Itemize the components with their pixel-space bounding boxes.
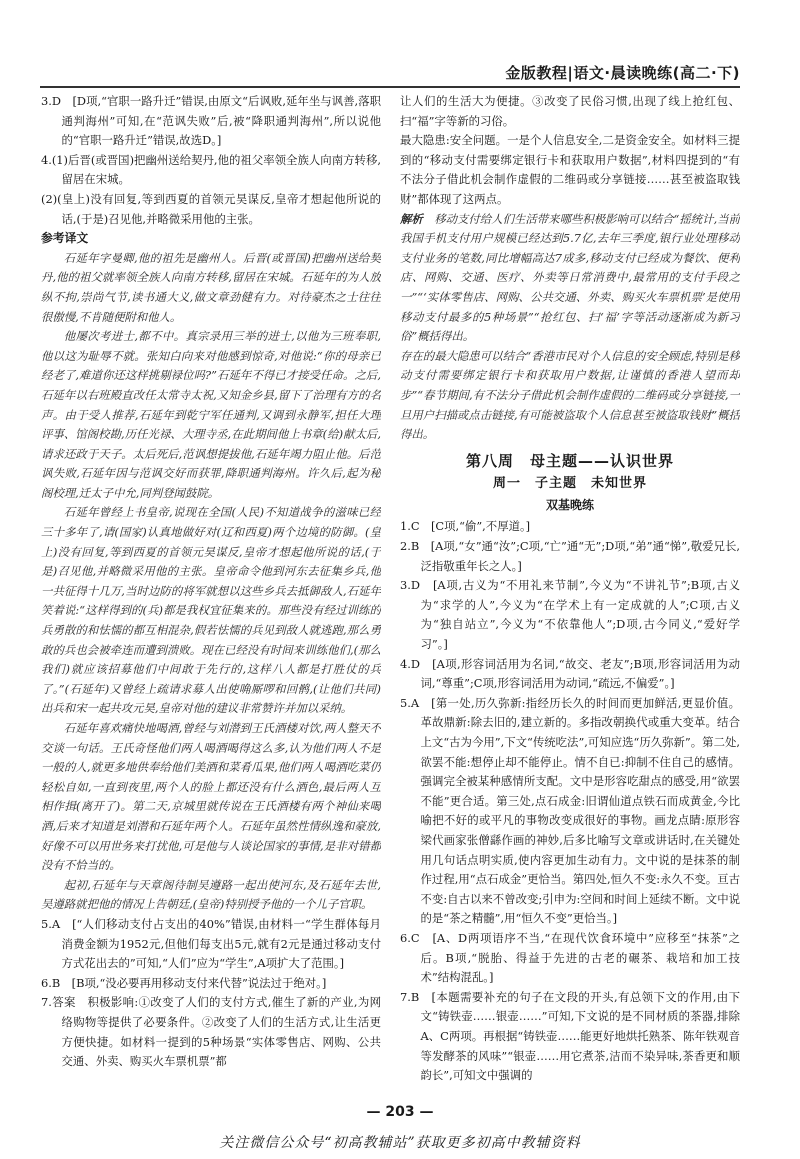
paragraph-text: 参考译文	[41, 231, 89, 246]
paragraph-text: 让人们的生活大为便捷。③改变了民俗习惯,出现了线上抢红包、扫“福”字等新的习俗。	[400, 94, 740, 128]
paragraph-text: 2.B [A项,“女”通“汝”;C项,“亡”通“无”;D项,“弟”通“悌”,敬爱兄长,泛指敬重年长之人。]	[400, 539, 740, 573]
paragraph	[41, 249, 381, 327]
paragraph-text: 6.B [B项,“没必要再用移动支付来代替”说法过于绝对。]	[41, 975, 327, 990]
answer-continuation	[400, 92, 740, 445]
paragraph-text: 4.D [A项,形容词活用为名词,“故交、老友”;B项,形容词活用为动词,“尊重”;C项,形容词活用为动词,“疏远,不偏爱”。]	[400, 656, 740, 691]
paragraph-text: 他屡次考进士,都不中。真宗录用三举的进士,以他为三班奉职,他以这为耻辱不就。张知白向来对他感到惊奇,对他说:“你的母亲已经老了,难道你还这样挑剔禄位吗?”石延年不得已才接受任命。之后,石延年以右班殿直改任太常寺太祝,又知金乡县,留下了治理有方的名声。由于受人推荐,石延年到乾宁军任通判,又调到永静军,担任大理评事、馆阁校勘,历任光禄、大理寺丞,在此期间他上书章(给)献太后,请求还政于天子。太后死后,范讽想提拔他,石延年竭力阻止他。后范讽失败,石延年因与范讽交好而获罪,降职通判海州。许久后,起为秘阁校理,迁太子中允,同判登闻鼓院。	[41, 329, 381, 500]
paragraph-text: 石延年喜欢痛快地喝酒,曾经与刘潜到王氏酒楼对饮,两人整天不交谈一句话。王氏奇怪他们两人喝酒喝得这么多,认为他们两人不是一般的人,就更多地供奉给他们美酒和菜肴瓜果,他们两人喝酒吃菜仍轻松自如,一直到夜里,两个人的脸上都还没有什么酒色,最后两人互相作揖(离开了)。第二天,京城里就传说在王氏酒楼有两个神仙来喝酒,后来才知道是刘潜和石延年两个人。石延年虽然性情纵逸和豪放,好像不可以用世务来打扰他,可是他与人谈论国家的事情,是非对错都没有不恰当的。	[41, 721, 381, 873]
paragraph-text: 5.A [“人们移动支付占支出的40%”错误,由材料一“学生群体每月消费金额为1952元,但他们每支出5元,就有2元是通过移动支付方式花出去的”可知,“人们”应为“学生”,A项扩大了范围。]	[41, 916, 381, 971]
exercise-answers	[400, 517, 740, 1085]
paragraph-text: 5.A [第一处,历久弥新:指经历长久的时间而更加鲜活,更显价值。革故鼎新:除去旧的,建立新的。多指改朝换代或重大变革。结合上文“古为今用”,下文“传统吃法”,可知应选“历久弥新”。第二处,欲罢不能:想停止却不能停止。情不自已:抑制不住自己的感情。强调完全被某种感情所支配。文中是形容吃甜点的感受,用“欲罢不能”更合适。第三处,点石成金:旧谓仙道点铁石而成黄金,今比喻把不好的或平凡的事物改变成很好的事物。画龙点睛:原形容梁代画家张僧繇作画的神妙,后多比喻写文章或讲话时,在关键处用几句话点明实质,使内容更加生动有力。文中说的是抹茶的制作过程,用“点石成金”更恰当。第四处,恒久不变:永久不变。亘古不变:自古以来不曾改变;引申为:空间和时间上延续不断。文中说的是“茶之精髓”,用“恒久不变”更恰当。]	[400, 695, 740, 926]
paragraph	[41, 151, 381, 190]
header-rule	[40, 86, 740, 88]
paragraph	[400, 576, 740, 654]
paragraph-text: 石延年曾经上书皇帝,说现在全国(人民)不知道战争的滋味已经三十多年了,请(国家)认真地做好对(辽和西夏)两个边境的防御。(皇上)没有回复,等到西夏的首领元昊谋反,皇帝才想起他所说的话,(于是)召见他,并略微采用他的主张。皇帝命令他到河东去征集乡兵,他一共征得十几万,当时边防的将军就想以这些乡兵去抵御敌人,石延年笑着说:“这样得到的(兵)都是我权宜征集来的。那些没有经过训练的兵勇散的和怯懦的都互相混杂,假若怯懦的兵见到敌人就逃跑,那么勇敢的兵也会被牵连而遭到溃败。现在已经没有时间来训练他们,(那么我们)就应该招募他们中间敢于先行的,这样八人都是打胜仗的兵了。”(石延年)又曾经上疏请求募人出使唃厮啰和回鹘,(让他们共同)出兵和宋一起共攻元昊,皇帝对他的建议非常赞许并加以采纳。	[41, 505, 381, 716]
paragraph	[41, 503, 381, 719]
paragraph-text: 3.D [D项,“官职一路升迁”错误,由原文“后讽败,延年坐与讽善,落职通判海州”可知,在“范讽失败”后,被“降职通判海州”,所以说他的“官职一路升迁”错误,故选D。]	[41, 94, 381, 148]
paragraph-text: 1.C [C项,“偷”,不厚道。]	[400, 519, 531, 534]
page-number: — 203 —	[366, 1104, 434, 1120]
paragraph	[400, 537, 740, 576]
paragraph-text: 存在的最大隐患可以结合“香港市民对个人信息的安全顾虑,特别是移动支付需要绑定银行卡和获取用户数据,让谨慎的香港人望而却步”“春节期间,有不法分子借此机会制作虚假的二维码或分享链接,一旦用户扫描或点击链接,有可能被盗取个人信息甚至被盗取钱财”概括得出。	[400, 348, 740, 442]
paragraph	[400, 517, 740, 537]
page-header: 金版教程|语文·晨读晚练(高二·下)	[505, 64, 740, 82]
exercise-subtitle: 双基晚练	[545, 497, 594, 512]
left-column	[41, 92, 381, 1112]
paragraph	[41, 876, 381, 915]
paragraph	[400, 929, 740, 988]
paragraph	[41, 915, 381, 974]
section-heading	[41, 229, 381, 249]
paragraph	[400, 92, 740, 131]
paragraph	[400, 131, 740, 209]
paragraph-text: 7.答案 积极影响:①改变了人们的支付方式,催生了新的产业,为网络购物等提供了必要条件。②改变了人们的生活方式,让生活更方便快捷。如材料一提到的5种场景“实体零售店、网购、公共交通、外卖、购买火车票机票”都	[41, 995, 381, 1069]
paragraph-text: 石延年字曼卿,他的祖先是幽州人。后晋(或晋国)把幽州送给契丹,他的祖父就率领全族人向南方转移,留居在宋城。石延年的为人放纵不拘,崇尚气节,读书通大义,做文章劲健有力。对待豪杰之士往往很傲慢,不肯随便附和他人。	[41, 250, 381, 324]
paragraph-text: 起初,石延年与天章阁待制吴遵路一起出使河东,及石延年去世,吴遵路就把他的情况上告朝廷,(皇帝)特别授予他的一个儿子官职。	[41, 877, 381, 912]
footer-note: 关注微信公众号“初高教辅站”获取更多初高中教辅资料	[219, 1135, 581, 1151]
paragraph	[400, 347, 740, 445]
paragraph	[41, 92, 381, 151]
paragraph-text: 3.D [A项,古义为“不用礼来节制”,今义为“不讲礼节”;B项,古义为“求学的人”,今义为“在学术上有一定成就的人”;C项,古义为“独自站立”,今义为“不依靠他人”;D项,古今同义,“爱好学习”。]	[400, 578, 740, 652]
paragraph-text: (2)(皇上)没有回复,等到西夏的首领元昊谋反,皇帝才想起他所说的话,(于是)召见他,并略微采用他的主张。	[41, 191, 381, 226]
paragraph-text: 4.(1)后晋(或晋国)把幽州送给契丹,他的祖父率领全族人向南方转移,留居在宋城。	[41, 152, 381, 187]
paragraph	[41, 190, 381, 229]
paragraph-text: 7.B [本题需要补充的句子在文段的开头,有总领下文的作用,由下文“铸铁壶……银壶……”可知,下文说的是不同材质的茶器,排除A、C两项。再根据“铸铁壶……能更好地烘托熟茶、陈年铁观音等发酵茶的风味”“银壶……用它煮茶,洁而不染异味,茶香更和顺韵长”,可知文中强调的	[400, 989, 740, 1083]
day-title: 周一 子主题 未知世界	[492, 476, 647, 492]
paragraph	[400, 210, 740, 347]
right-column	[400, 92, 740, 1112]
paragraph	[41, 993, 381, 1071]
week-title: 第八周 母主题——认识世界	[465, 451, 674, 470]
paragraph	[400, 694, 740, 929]
paragraph-text: 6.C [A、D两项语序不当,“在现代饮食环境中”应移至“抹茶”之后。B项,“脱胎、得益于先进的古老的碾茶、栽培和加工技术”结构混乱。]	[400, 930, 740, 985]
paragraph-text: 移动支付给人们生活带来哪些积极影响可以结合“摇统计,当前我国手机支付用户规模已经达到5.7亿,去年三季度,银行业处理移动支付业务的笔数,同比增幅高达7成多,移动支付已经成为餐饮、便利店、网购、交通、医疗、外卖等日常消费中,最常用的支付手段之一”“‘实体零售店、网购、公共交通、外卖、购买火车票机票’是使用移动支付最多的5种场景”“抢红包、扫‘福’字等活动逐渐成为新习俗”概括得出。	[400, 211, 740, 344]
paragraph	[400, 988, 740, 1086]
paragraph	[400, 655, 740, 694]
paragraph	[41, 327, 381, 503]
analysis-label: 解析	[400, 211, 423, 226]
paragraph	[41, 974, 381, 994]
paragraph	[41, 719, 381, 876]
paragraph-text: 最大隐患:安全问题。一是个人信息安全,二是资金安全。如材料三提到的“移动支付需要绑定银行卡和获取用户数据”,材料四提到的“有不法分子借此机会制作虚假的二维码或分享链接……甚至被盗取钱财”都体现了这两点。	[400, 133, 740, 206]
